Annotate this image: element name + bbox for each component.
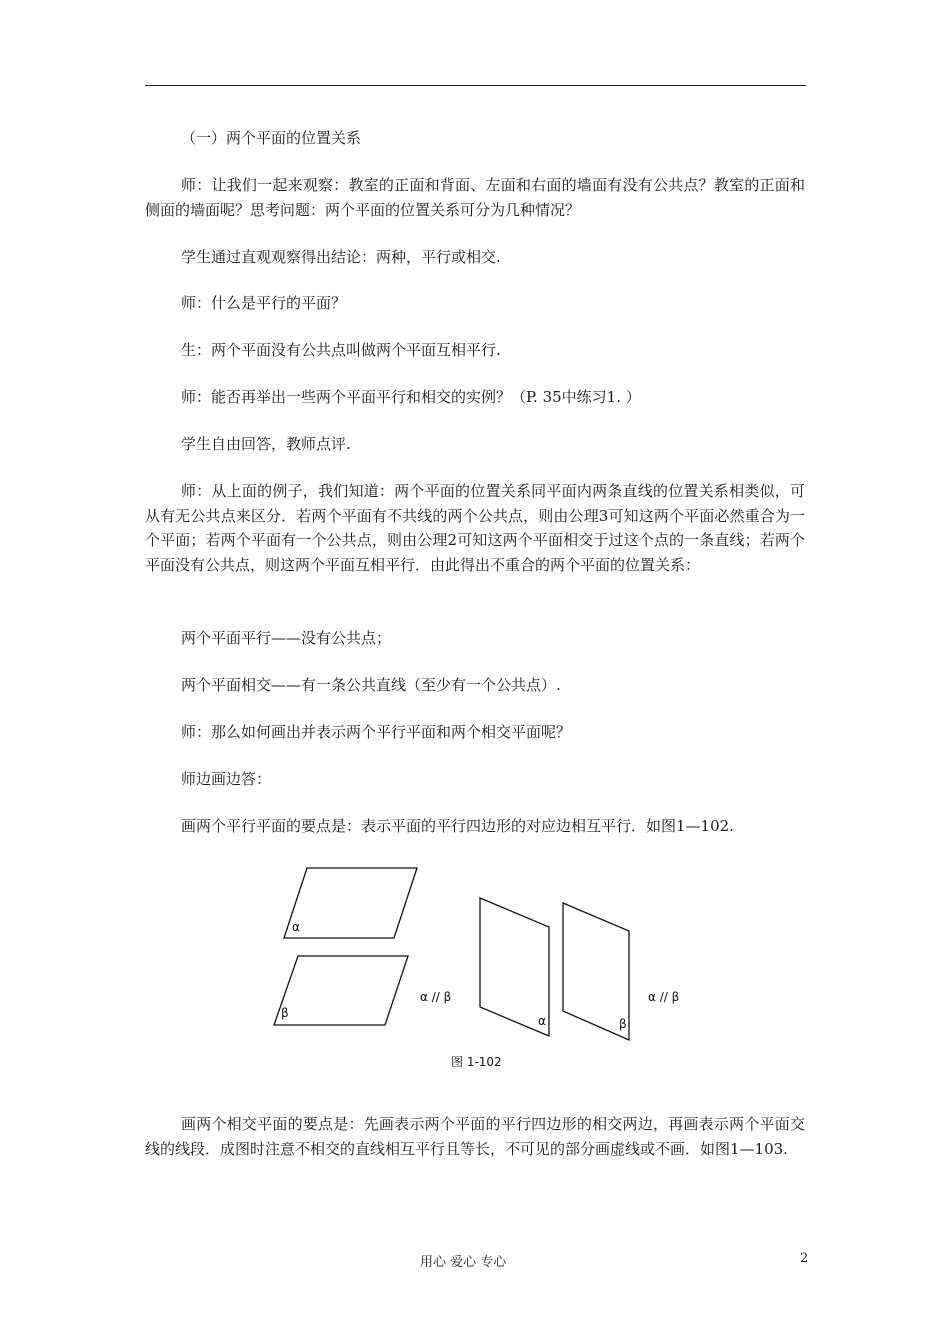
parallel-label-2: α // β [648, 990, 680, 1004]
paragraph-parallel-def: 两个平面平行——没有公共点； [181, 629, 392, 647]
label-beta-2: β [619, 1017, 627, 1031]
figure-caption: 图 1-102 [451, 1055, 502, 1069]
paragraph-teacher-observe: 师：让我们一起来观察：教室的正面和背面、左面和右面的墙面有没有公共点？教室的正面和侧面的墙面呢？思考问题：两个平面的位置关系可分为几种情况？ [145, 176, 805, 219]
paragraph-intersect-def: 两个平面相交——有一条公共直线（至少有一个公共点）. [181, 676, 561, 694]
paragraph-how-draw: 师：那么如何画出并表示两个平行平面和两个相交平面呢？ [181, 723, 572, 741]
paragraph-student-conclusion: 学生通过直观观察得出结论：两种，平行或相交. [181, 248, 501, 266]
footer-slogan: 用心 爱心 专心 [420, 1255, 507, 1270]
paragraph-parallel-key: 画两个平行平面的要点是：表示平面的平行四边形的对应边相互平行．如图1—102. [181, 817, 734, 835]
page-number: 2 [800, 1251, 809, 1266]
parallel-label-1: α // β [420, 990, 452, 1004]
paragraph-teacher-examples: 师：能否再举出一些两个平面平行和相交的实例？（P. 35中练习1. ） [181, 388, 641, 406]
paragraph-free-answer: 学生自由回答，教师点评. [181, 435, 351, 453]
label-beta-1: β [281, 1006, 289, 1020]
paragraph-teacher-question: 师：什么是平行的平面？ [181, 294, 347, 312]
figure-1-102 [0, 860, 950, 1080]
plane-beta-horizontal [274, 956, 408, 1025]
section-heading: （一）两个平面的位置关系 [181, 129, 362, 147]
header-rule [145, 85, 806, 86]
paragraph-student-answer: 生：两个平面没有公共点叫做两个平面互相平行. [181, 341, 501, 359]
paragraph-intersect-key: 画两个相交平面的要点是：先画表示两个平面的平行四边形的相交两边，再画表示两个平面交线的线段．成图时注意不相交的直线相互平行且等长，不可见的部分画虚线或不画．如图1—103. [145, 1115, 805, 1158]
paragraph-explanation: 师：从上面的例子，我们知道：两个平面的位置关系同平面内两条直线的位置关系相类似，可从有无公共点来区分．若两个平面有不共线的两个公共点，则由公理3可知这两个平面必然重合为一个平面；若两个平面有一个公共点，则由公理2可知这两个平面相交于过这个点的一条直线；若两个平面没有公共点，则这两个平面互相平行．由此得出不重合的两个平面的位置关系： [145, 482, 805, 574]
plane-alpha-horizontal [284, 868, 417, 938]
label-alpha-2: α [538, 1014, 546, 1028]
paragraph-draw-answer: 师边画边答： [181, 770, 272, 788]
label-alpha-1: α [292, 920, 300, 934]
